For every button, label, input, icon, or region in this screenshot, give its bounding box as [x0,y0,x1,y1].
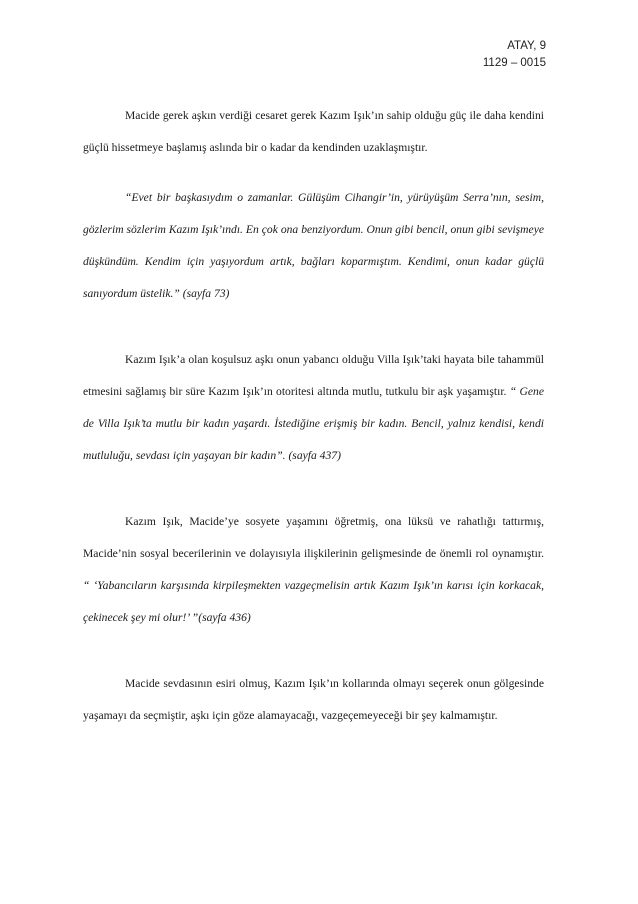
header-id-number: 1129 – 0015 [482,57,546,69]
paragraph-5-body: Macide sevdasının esiri olmuş, Kazım Işık’ın kollarında olmayı seçerek onun gölgesinde yaşamayı da seçmiştir, aşkı için göze alamayacağı, vazgeçemeyeceği bir şey kalmamıştır. [83,677,544,722]
paragraph-1-body: Macide gerek aşkın verdiği cesaret gerek Kazım Işık’ın sahip olduğu güç ile daha kendini güçlü hissetmeye başlamış aslında bir o kadar da kendinden uzaklaşmıştır. [83,109,544,154]
header-author-page: ATAY, 9 [507,40,546,52]
paragraph-4-quote: “ ‘Yabancıların karşısında kirpileşmekten vazgeçmelisin artık Kazım Işık’ın karısı için korkacak, çekinecek şey mi olur!’ ”(sayfa 436) [83,579,544,624]
paragraph-5-text [83,668,544,732]
paragraph-3 [83,344,544,472]
paragraph-2-quote-text: “Evet bir başkasıydım o zamanlar. Gülüşüm Cihangir’in, yürüyüşüm Serra’nın, sesim, gözlerim sözlerim Kazım Işık’ındı. En çok ona benziyordum. Onun gibi bencil, onun gibi sevişmeye düşkündüm. Kendim için yaşıyordum artık, bağları koparmıştım. Kendimi, onun kadar güçlü sanıyordum üstelik.” (sayfa 73) [83,191,544,300]
paragraph-5 [83,668,544,732]
paragraph-2-quote [83,182,544,310]
paragraph-3-quote: “ Gene de Villa Işık’ta mutlu bir kadın yaşardı. İstediğine erişmiş bir kadın. Bencil, yalnız kendisi, kendi mutluluğu, sevdası için yaşayan bir kadın”. (sayfa 437) [83,385,544,462]
paragraph-3-body: Kazım Işık’a olan koşulsuz aşkı onun yabancı olduğu Villa Işık’taki hayata bile tahammül etmesini sağlamış bir süre Kazım Işık’ın otoritesi altında mutlu, tutkulu bir aşk yaşamıştır. [83,353,544,398]
paragraph-3-text [83,344,544,472]
paragraph-4 [83,506,544,634]
paragraph-1-text [83,100,544,164]
paragraph-1 [83,100,544,164]
page-header [483,38,546,72]
paragraph-4-body: Kazım Işık, Macide’ye sosyete yaşamını öğretmiş, ona lüksü ve rahatlığı tattırmış, Macide’nin sosyal becerilerinin ve dolayısıyla ilişkilerinin gelişmesinde de önemli rol oynamıştır. [83,515,544,560]
paragraph-2 [83,182,544,310]
paragraph-4-text [83,506,544,634]
